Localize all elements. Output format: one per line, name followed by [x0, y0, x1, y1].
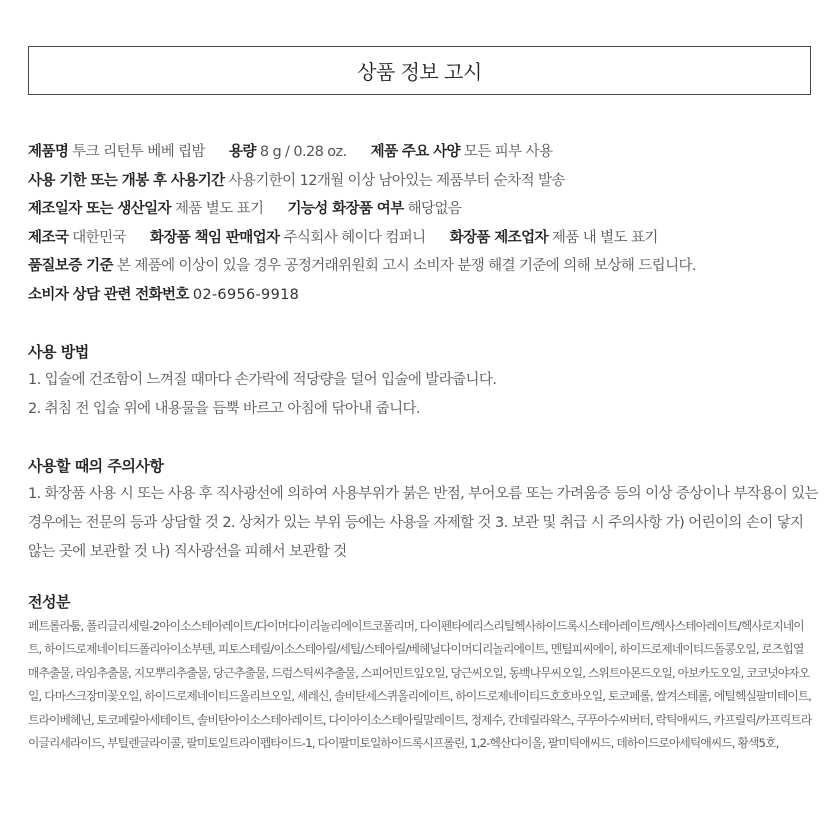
caution-section: [28, 452, 818, 567]
title-box: [28, 46, 811, 95]
info-line-3: [28, 195, 828, 224]
usage-title: 사용 방법: [28, 343, 89, 361]
functional-value: 해당없음: [407, 201, 462, 218]
expiry-value: 사용기한이 12개월 이상 남아있는 제품부터 순차적 발송: [228, 172, 565, 189]
page-title: 상품 정보 고시: [357, 60, 482, 84]
ingredients-title: 전성분: [28, 593, 70, 611]
functional-label: 기능성 화장품 여부: [287, 201, 404, 218]
ingredients-section: [28, 589, 812, 755]
seller-label: 화장품 책임 판매업자: [149, 229, 280, 246]
product-name-value: 투크 리턴투 베베 립밤: [72, 144, 205, 160]
maker-value: 제품 내 별도 표기: [551, 229, 658, 246]
phone-value: 02-6956-9918: [192, 286, 300, 303]
caution-title: 사용할 때의 주의사항: [28, 457, 164, 475]
ingredients-text: 페트롤라툼, 폴리글리세릴-2아이소스테아레이트/다이머다이리놀리에이트코폴리머, 다이펜타에리스리틸헥사하이드록시스테아레이트/헥사스테아레이트/헥사로지네이트, 하이드로제네이티드폴리아이소부텐, 피토스테릴/이소스테아릴/세틸/스테아릴/베헤닐다이머디리놀리에이트, 멘틸피씨에이, 하이드로제네이티드돌콩오일, 로즈힙열매추출물, 라임추출물, 지모뿌리추출물, 당근추출물, 드럼스틱씨추출물, 스피어민트잎오일, 당근씨오일, 동백나무씨오일, 스위트아몬드오일, 아보카도오일, 코코넛야자오일, 다마스크장미꽃오일, 하이드로제네이티드올리브오일, 세레신, 솔비탄세스퀴올리에이트, 하이드로제네이티드호호바오일, 토코페롤, 쌀겨스테롤, 에틸헥실팔미테이트, 트라이베헤닌, 토코페릴아세테이트, 솔비탄아이소스테아레이트, 다이아이소스테아릴말레이트, 정제수, 칸데릴라왁스, 쿠푸아수씨버터, 락틱애씨드, 카프릴릭/카프릭트라이글리세라이드, 부틸렌글라이콜, 팔미토일트라이펩타이드-1, 다이팔미토일하이드록시프롤린, 1,2-헥산다이올, 팔미틱애씨드, 데하이드로아세틱애씨드, 황색5호,: [28, 619, 812, 751]
caution-text: 1. 화장품 사용 시 또는 사용 후 직사광선에 의하여 사용부위가 붉은 반점, 부어오름 또는 가려움증 등의 이상 증상이나 부작용이 있는 경우에는 전문의 등과 상담할 것 2. 상처가 있는 부위 등에는 사용을 자제할 것 3. 보관 및 취급 시 주의사항 가) 어린이의 손이 닿지 않는 곳에 보관할 것 나) 직사광선을 피해서 보관할 것: [28, 486, 818, 560]
quality-value: 본 제품에 이상이 있을 경우 공정거래위원회 고시 소비자 분쟁 해결 기준에 의해 보상해 드립니다.: [116, 258, 696, 275]
product-name-label: 제품명: [28, 144, 69, 160]
quality-label: 품질보증 기준: [28, 258, 113, 275]
phone-label: 소비자 상담 관련 전화번호: [28, 286, 189, 303]
spec-value: 모든 피부 사용: [463, 144, 553, 160]
info-line-6: [28, 281, 828, 310]
mfg-date-label: 제조일자 또는 생산일자: [28, 201, 171, 218]
capacity-label: 용량: [228, 144, 256, 160]
capacity-value: 8 g / 0.28 oz.: [259, 144, 347, 160]
seller-value: 주식회사 헤이다 컴퍼니: [283, 229, 426, 246]
product-info-list: [28, 138, 828, 310]
maker-label: 화장품 제조업자: [449, 229, 548, 246]
country-value: 대한민국: [72, 229, 126, 246]
country-label: 제조국: [28, 229, 69, 246]
usage-section: [28, 338, 818, 423]
info-line-1: [28, 138, 828, 167]
mfg-date-value: 제품 별도 표기: [174, 201, 264, 218]
spec-label: 제품 주요 사양: [370, 144, 460, 160]
expiry-label: 사용 기한 또는 개봉 후 사용기간: [28, 172, 225, 189]
info-line-5: [28, 252, 828, 281]
info-line-4: [28, 224, 828, 253]
usage-line: 2. 취침 전 입술 위에 내용물을 듬뿍 바르고 아침에 닦아내 줍니다.: [28, 400, 420, 417]
info-line-2: [28, 167, 828, 196]
usage-line: 1. 입술에 건조함이 느껴질 때마다 손가락에 적당량을 덜어 입술에 발라줍니다.: [28, 372, 497, 388]
